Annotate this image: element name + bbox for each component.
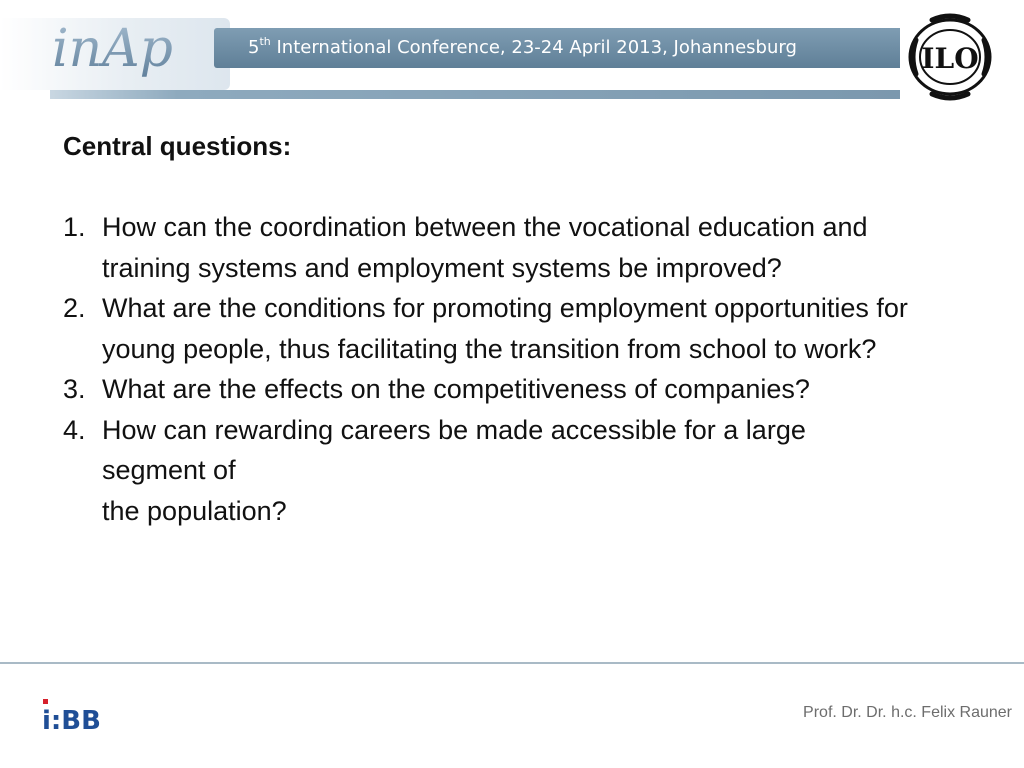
question-text: How can rewarding careers be made accessible for a large segment of	[102, 414, 806, 485]
question-text: What are the effects on the competitiveness of companies?	[102, 374, 810, 404]
question-number: 4.	[63, 414, 86, 445]
questions-list	[63, 207, 913, 531]
ibb-logo	[42, 697, 122, 733]
slide-content	[63, 126, 913, 531]
author-name: Prof. Dr. Dr. h.c. Felix Rauner	[803, 704, 1012, 721]
conference-title-text: International Conference, 23-24 April 2013, Johannesburg	[270, 37, 797, 58]
conference-title-bar	[214, 28, 900, 68]
question-number: 2.	[63, 293, 86, 323]
ilo-logo-text: ILO	[921, 42, 979, 75]
ibb-logo-dot	[43, 699, 48, 704]
question-text: How can the coordination between the vocational education and training systems and employment systems be improved?	[102, 212, 868, 283]
conference-title	[248, 35, 797, 58]
slide-header	[0, 0, 1024, 110]
slide-heading: Central questions:	[63, 131, 292, 161]
question-number: 1.	[63, 212, 86, 242]
header-band	[50, 90, 900, 99]
conference-number: 5	[248, 37, 260, 58]
question-number: 3.	[63, 374, 86, 404]
inap-logo-text: inAp	[52, 19, 173, 79]
question-text: What are the conditions for promoting employment opportunities for young people, thus facilitating the transition from school to work?	[102, 293, 908, 364]
question-item	[63, 410, 913, 532]
inap-logo	[48, 8, 218, 92]
footer-divider	[0, 662, 1024, 664]
question-item	[63, 207, 913, 288]
ilo-logo	[902, 12, 998, 102]
question-text-continued: the population?	[102, 495, 287, 526]
ibb-logo-text: i:BB	[42, 706, 101, 733]
question-item	[63, 288, 913, 369]
conference-ordinal: th	[259, 35, 271, 48]
question-item	[63, 369, 913, 410]
